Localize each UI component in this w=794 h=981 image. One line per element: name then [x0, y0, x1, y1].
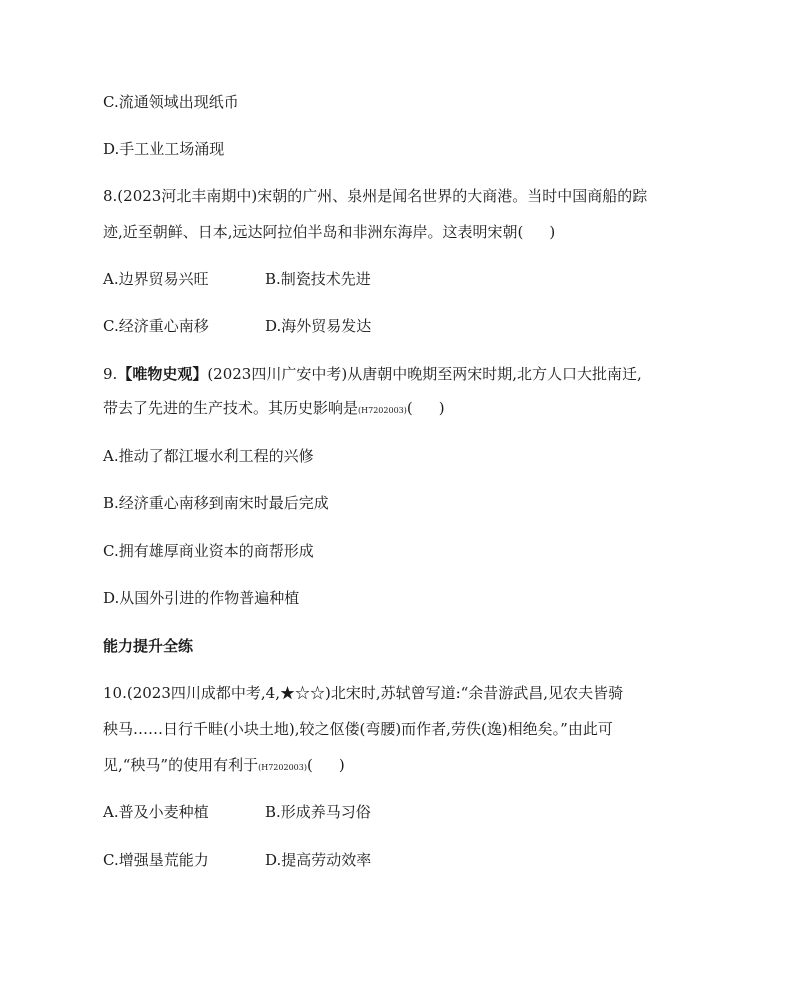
q7-option-d: D.手工业工场涌现	[103, 140, 225, 158]
q9-option-a: A.推动了都江堰水利工程的兴修	[103, 447, 314, 465]
q8-option-d: D.海外贸易发达	[265, 317, 372, 335]
q8-paren-close: )	[549, 223, 556, 241]
q8-stem-line-2	[103, 222, 555, 242]
q9-option-d: D.从国外引进的作物普遍种植	[103, 589, 300, 607]
q8-stem-text: 迹,近至朝鲜、日本,远达阿拉伯半岛和非洲东海岸。这表明宋朝(	[103, 223, 524, 241]
q8-option-c: C.经济重心南移	[103, 317, 209, 335]
q10-option-d: D.提高劳动效率	[265, 851, 372, 869]
q8-option-b: B.制瓷技术先进	[265, 270, 371, 288]
q10-paren-close: )	[338, 756, 345, 774]
q9-stem-text-2: 带去了先进的生产技术。其历史影响是	[103, 399, 359, 417]
q10-option-c: C.增强垦荒能力	[103, 851, 209, 869]
q8-options-row-2	[103, 316, 371, 336]
q10-options-row-1	[103, 802, 371, 822]
q10-stem-text-3: 见,“秧马”的使用有利于	[103, 756, 259, 774]
q9-option-c: C.拥有雄厚商业资本的商帮形成	[103, 542, 314, 560]
q10-stem-line-3	[103, 755, 345, 778]
q9-stem-line-2	[103, 398, 445, 421]
q10-stem-line-1: 10.(2023四川成都中考,4,★☆☆)北宋时,苏轼曾写道:“余昔游武昌,见农夫皆骑	[103, 684, 624, 702]
q9-stem-text-1: (2023四川广安中考)从唐朝中晚期至两宋时期,北方人口大批南迁,	[207, 365, 642, 383]
q10-question-code: (H7202003)	[258, 763, 307, 772]
q9-tag: 【唯物史观】	[117, 365, 208, 383]
section-title: 能力提升全练	[103, 637, 194, 655]
q10-stem-line-2: 秧马……日行千畦(小块土地),较之伛偻(弯腰)而作者,劳佚(逸)相绝矣。”由此可	[103, 720, 613, 738]
q10-option-b: B.形成养马习俗	[265, 803, 371, 821]
q9-paren-close: )	[438, 399, 445, 417]
q9-number: 9.	[103, 365, 118, 383]
q7-option-c: C.流通领域出现纸币	[103, 93, 239, 111]
q10-paren-open: (	[306, 756, 313, 774]
q8-stem-line-1: 8.(2023河北丰南期中)宋朝的广州、泉州是闻名世界的大商港。当时中国商船的踪	[103, 187, 648, 205]
q10-options-row-2	[103, 850, 371, 870]
q9-option-b: B.经济重心南移到南宋时最后完成	[103, 494, 329, 512]
q9-question-code: (H7202003)	[358, 406, 407, 415]
q9-stem-line-1	[103, 364, 642, 384]
q10-option-a: A.普及小麦种植	[103, 803, 209, 821]
q9-paren-open: (	[406, 399, 413, 417]
q8-options-row-1	[103, 269, 371, 289]
q8-option-a: A.边界贸易兴旺	[103, 270, 209, 288]
